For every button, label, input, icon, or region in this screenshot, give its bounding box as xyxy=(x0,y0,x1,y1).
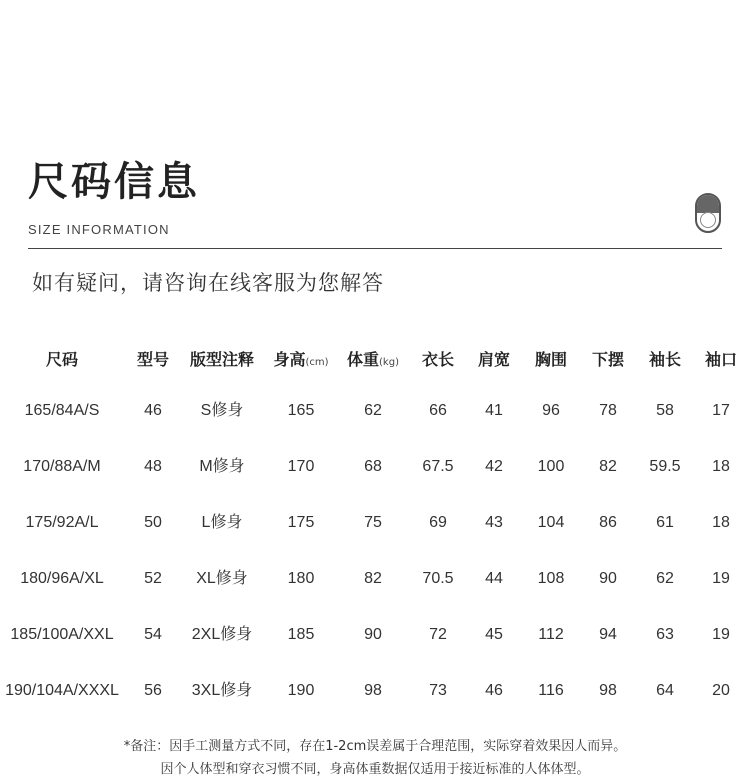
table-cell: 66 xyxy=(429,402,447,419)
table-cell: 112 xyxy=(538,626,564,643)
table-cell: S修身 xyxy=(200,402,244,419)
column-header-label: 下摆 xyxy=(591,350,625,369)
column-header xyxy=(592,345,624,375)
table-cell: 98 xyxy=(599,682,617,699)
column-header-label: 体重 xyxy=(347,350,380,369)
table-cell: XL修身 xyxy=(196,570,248,587)
column-header-unit: (cm) xyxy=(305,357,329,368)
table-cell: 180 xyxy=(287,570,315,587)
column-header xyxy=(46,345,78,375)
table-row xyxy=(0,676,750,706)
column-header xyxy=(273,345,328,375)
table-cell: 19 xyxy=(712,626,730,643)
table-cell: 54 xyxy=(144,626,162,643)
table-row xyxy=(0,564,750,594)
column-header xyxy=(478,345,510,375)
column-header xyxy=(137,345,169,375)
table-cell: 17 xyxy=(712,402,730,419)
table-cell: 45 xyxy=(485,626,503,643)
table-cell: 44 xyxy=(485,570,503,587)
table-cell: 82 xyxy=(599,458,617,475)
table-cell: 98 xyxy=(364,682,382,699)
page-title: 尺码信息 xyxy=(28,159,200,205)
column-header xyxy=(649,345,681,375)
table-cell: 100 xyxy=(537,458,565,475)
table-cell: 90 xyxy=(364,626,382,643)
table-cell: 190/104A/XXXL xyxy=(5,682,119,699)
column-header-label: 型号 xyxy=(136,350,170,369)
table-cell: 108 xyxy=(537,570,565,587)
table-cell: 94 xyxy=(599,626,617,643)
table-cell: 104 xyxy=(537,514,565,531)
table-cell: 96 xyxy=(542,402,560,419)
table-row xyxy=(0,508,750,538)
table-cell: 73 xyxy=(429,682,447,699)
help-note: 如有疑问，请咨询在线客服为您解答 xyxy=(32,271,384,295)
table-cell: 41 xyxy=(485,402,503,419)
column-header-label: 袖长 xyxy=(648,350,682,369)
footnote-line-1: *备注：因手工测量方式不同，存在1-2cm误差属于合理范围，实际穿着效果因人而异。 xyxy=(123,739,627,754)
table-cell: 190 xyxy=(287,682,315,699)
table-cell: 20 xyxy=(712,682,730,699)
table-cell: 62 xyxy=(656,570,674,587)
table-cell: 69 xyxy=(429,514,447,531)
table-cell: 68 xyxy=(364,458,382,475)
table-row xyxy=(0,452,750,482)
column-header xyxy=(347,345,399,375)
table-row xyxy=(0,396,750,426)
toggle-icon xyxy=(695,193,721,233)
table-cell: 56 xyxy=(144,682,162,699)
column-header xyxy=(190,345,254,375)
column-header-label: 袖口 xyxy=(704,350,738,369)
table-cell: 175 xyxy=(287,514,315,531)
table-cell: 165 xyxy=(287,402,315,419)
table-cell: 46 xyxy=(485,682,503,699)
column-header xyxy=(535,345,567,375)
table-cell: 185/100A/XXL xyxy=(10,626,114,643)
column-header-label: 衣长 xyxy=(421,350,455,369)
table-cell: 19 xyxy=(712,570,730,587)
column-header-label: 尺码 xyxy=(45,350,79,369)
table-cell: 67.5 xyxy=(422,458,454,475)
table-cell: 70.5 xyxy=(422,570,454,587)
table-cell: 59.5 xyxy=(649,458,681,475)
table-cell: 2XL修身 xyxy=(191,626,253,643)
table-cell: 3XL修身 xyxy=(191,682,253,699)
table-cell: 86 xyxy=(599,514,617,531)
table-cell: L修身 xyxy=(201,514,243,531)
table-cell: 116 xyxy=(538,682,564,699)
table-cell: 42 xyxy=(485,458,503,475)
table-cell: 43 xyxy=(485,514,503,531)
table-cell: 72 xyxy=(429,626,447,643)
table-cell: 82 xyxy=(364,570,382,587)
table-cell: 90 xyxy=(599,570,617,587)
column-header-label: 肩宽 xyxy=(477,350,511,369)
table-cell: 78 xyxy=(599,402,617,419)
column-header-label: 身高 xyxy=(273,350,306,369)
column-header-unit: (kg) xyxy=(379,357,399,368)
table-cell: 58 xyxy=(656,402,674,419)
table-cell: 180/96A/XL xyxy=(20,570,104,587)
table-cell: 64 xyxy=(656,682,674,699)
column-header-label: 胸围 xyxy=(534,350,568,369)
table-cell: 18 xyxy=(712,458,730,475)
page-subtitle: SIZE INFORMATION xyxy=(28,222,170,237)
table-cell: 175/92A/L xyxy=(25,514,99,531)
table-cell: 61 xyxy=(656,514,674,531)
table-cell: 52 xyxy=(144,570,162,587)
table-cell: 18 xyxy=(712,514,730,531)
table-header-row xyxy=(0,345,750,375)
table-cell: 46 xyxy=(144,402,162,419)
table-row xyxy=(0,620,750,650)
table-cell: 170 xyxy=(287,458,315,475)
column-header xyxy=(422,345,454,375)
table-cell: 63 xyxy=(656,626,674,643)
table-cell: 50 xyxy=(144,514,162,531)
table-cell: 48 xyxy=(144,458,162,475)
header-divider xyxy=(28,248,722,249)
table-cell: 165/84A/S xyxy=(24,402,100,419)
column-header-label: 版型注释 xyxy=(189,350,255,369)
column-header xyxy=(705,345,737,375)
footnote-line-2: 因个人体型和穿衣习惯不同，身高体重数据仅适用于接近标准的人体体型。 xyxy=(160,762,590,777)
table-cell: 185 xyxy=(287,626,315,643)
table-cell: M修身 xyxy=(199,458,245,475)
table-cell: 75 xyxy=(364,514,382,531)
table-cell: 170/88A/M xyxy=(23,458,101,475)
table-cell: 62 xyxy=(364,402,382,419)
